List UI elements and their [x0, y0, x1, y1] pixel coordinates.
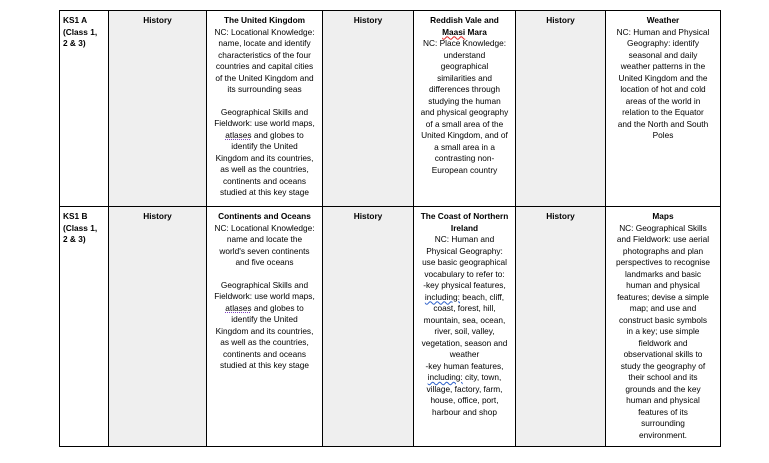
topic-text: NC: Place Knowledge: understand geographical similarities and differences through studying the human and physical geography of a small area of the United Kingdom, and of a small area in a contrasting non- European country — [420, 38, 509, 175]
topic-text: NC: Geographical Skills and Fieldwork: use aerial photographs and plan perspectives to recognise landmarks and basic human and physical features; devise a simple map; and use and construct basic symbols in a key; use simple fieldwork and observational skills to study the geography of their school and its grounds and the key human and physical features of its surrounding environment. — [615, 222, 711, 440]
topic-text: NC: Human and Physical Geography: use basic geographical vocabulary to refer to: -key physical features, including: beach, cliff, coast, forest, hill, mountain, sea, ocean, river, soil, valley, vegetation, season and weather -key human features, including: city, town, village, factory, farm, house, office, port, harbour and shop — [421, 234, 508, 417]
curriculum-table — [59, 10, 721, 447]
subject-cell: History — [323, 11, 414, 207]
topic-text: NC: Human and Physical Geography: identify seasonal and daily weather patterns in the United Kingdom and the location of hot and cold areas of the world in relation to the Equator and the North and South Poles — [616, 26, 710, 140]
topic-title: The United Kingdom — [223, 15, 306, 25]
subject-cell: History — [516, 11, 606, 207]
topic-text: Geographical Skills and Fieldwork: use world maps, atlases and globes to identify the United Kingdom and its countries, as well as the countries, continents and oceans studied at this key stage — [214, 279, 315, 370]
topic-cell — [207, 207, 323, 447]
topic-text: NC: Locational Knowledge: name and locate the world's seven continents and five oceans — [214, 222, 315, 267]
topic-cell — [606, 11, 721, 207]
topic-title: Reddish Vale and Maasi Mara — [430, 15, 499, 37]
topic-title: Continents and Oceans — [218, 211, 311, 221]
topic-cell — [414, 207, 516, 447]
table-row — [60, 11, 721, 207]
subject-cell: History — [109, 11, 207, 207]
topic-title: Maps — [652, 211, 674, 221]
topic-cell — [414, 11, 516, 207]
row-label: KS1 B (Class 1, 2 & 3) — [60, 207, 109, 447]
topic-title: Weather — [646, 15, 680, 25]
topic-cell — [207, 11, 323, 207]
topic-title: The Coast of Northern Ireland — [420, 211, 509, 233]
subject-cell: History — [323, 207, 414, 447]
topic-text: NC: Locational Knowledge: name, locate and identify characteristics of the four countries and capital cities of the United Kingdom and its surrounding seas — [214, 26, 315, 94]
table-row — [60, 207, 721, 447]
topic-cell — [606, 207, 721, 447]
subject-cell: History — [516, 207, 606, 447]
subject-cell: History — [109, 207, 207, 447]
row-label: KS1 A (Class 1, 2 & 3) — [60, 11, 109, 207]
topic-text: Geographical Skills and Fieldwork: use world maps, atlases and globes to identify the United Kingdom and its countries, as well as the countries, continents and oceans studied at this key stage — [214, 106, 315, 197]
